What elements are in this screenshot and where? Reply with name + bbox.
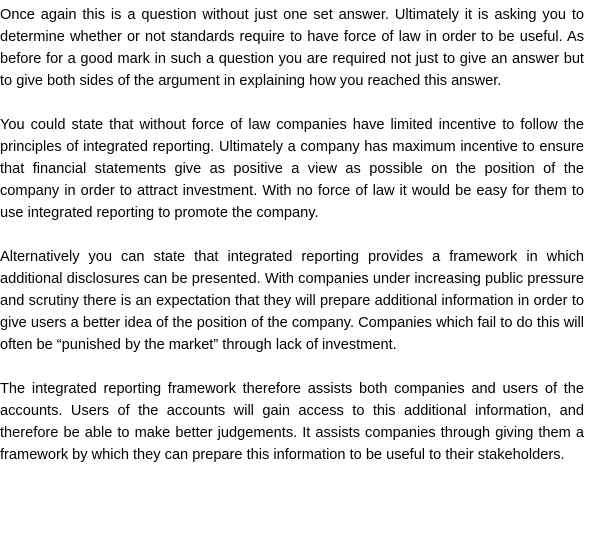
document-body [0,4,584,466]
paragraph-4: The integrated reporting framework therefore assists both companies and users of the accounts. Users of the accounts will gain access to this additional information, and therefore be able to make better judgements. It assists companies through giving them a framework by which they can prepare this information to be useful to their stakeholders. [0,381,584,463]
paragraph-3: Alternatively you can state that integrated reporting provides a framework in which additional disclosures can be presented. With companies under increasing public pressure and scrutiny there is an expectation that they will prepare additional information in order to give users a better idea of the position of the company. Companies which fail to do this will often be “punished by the market” through lack of investment. [0,249,584,353]
paragraph-1: Once again this is a question without just one set answer. Ultimately it is asking you to determine whether or not standards require to have force of law in order to be useful. As before for a good mark in such a question you are required not just to give an answer but to give both sides of the argument in explaining how you reached this answer. [0,7,584,89]
paragraph-2: You could state that without force of law companies have limited incentive to follow the principles of integrated reporting. Ultimately a company has maximum incentive to ensure that financial statements give as positive a view as possible on the position of the company in order to attract investment. With no force of law it would be easy for them to use integrated reporting to promote the company. [0,117,584,221]
